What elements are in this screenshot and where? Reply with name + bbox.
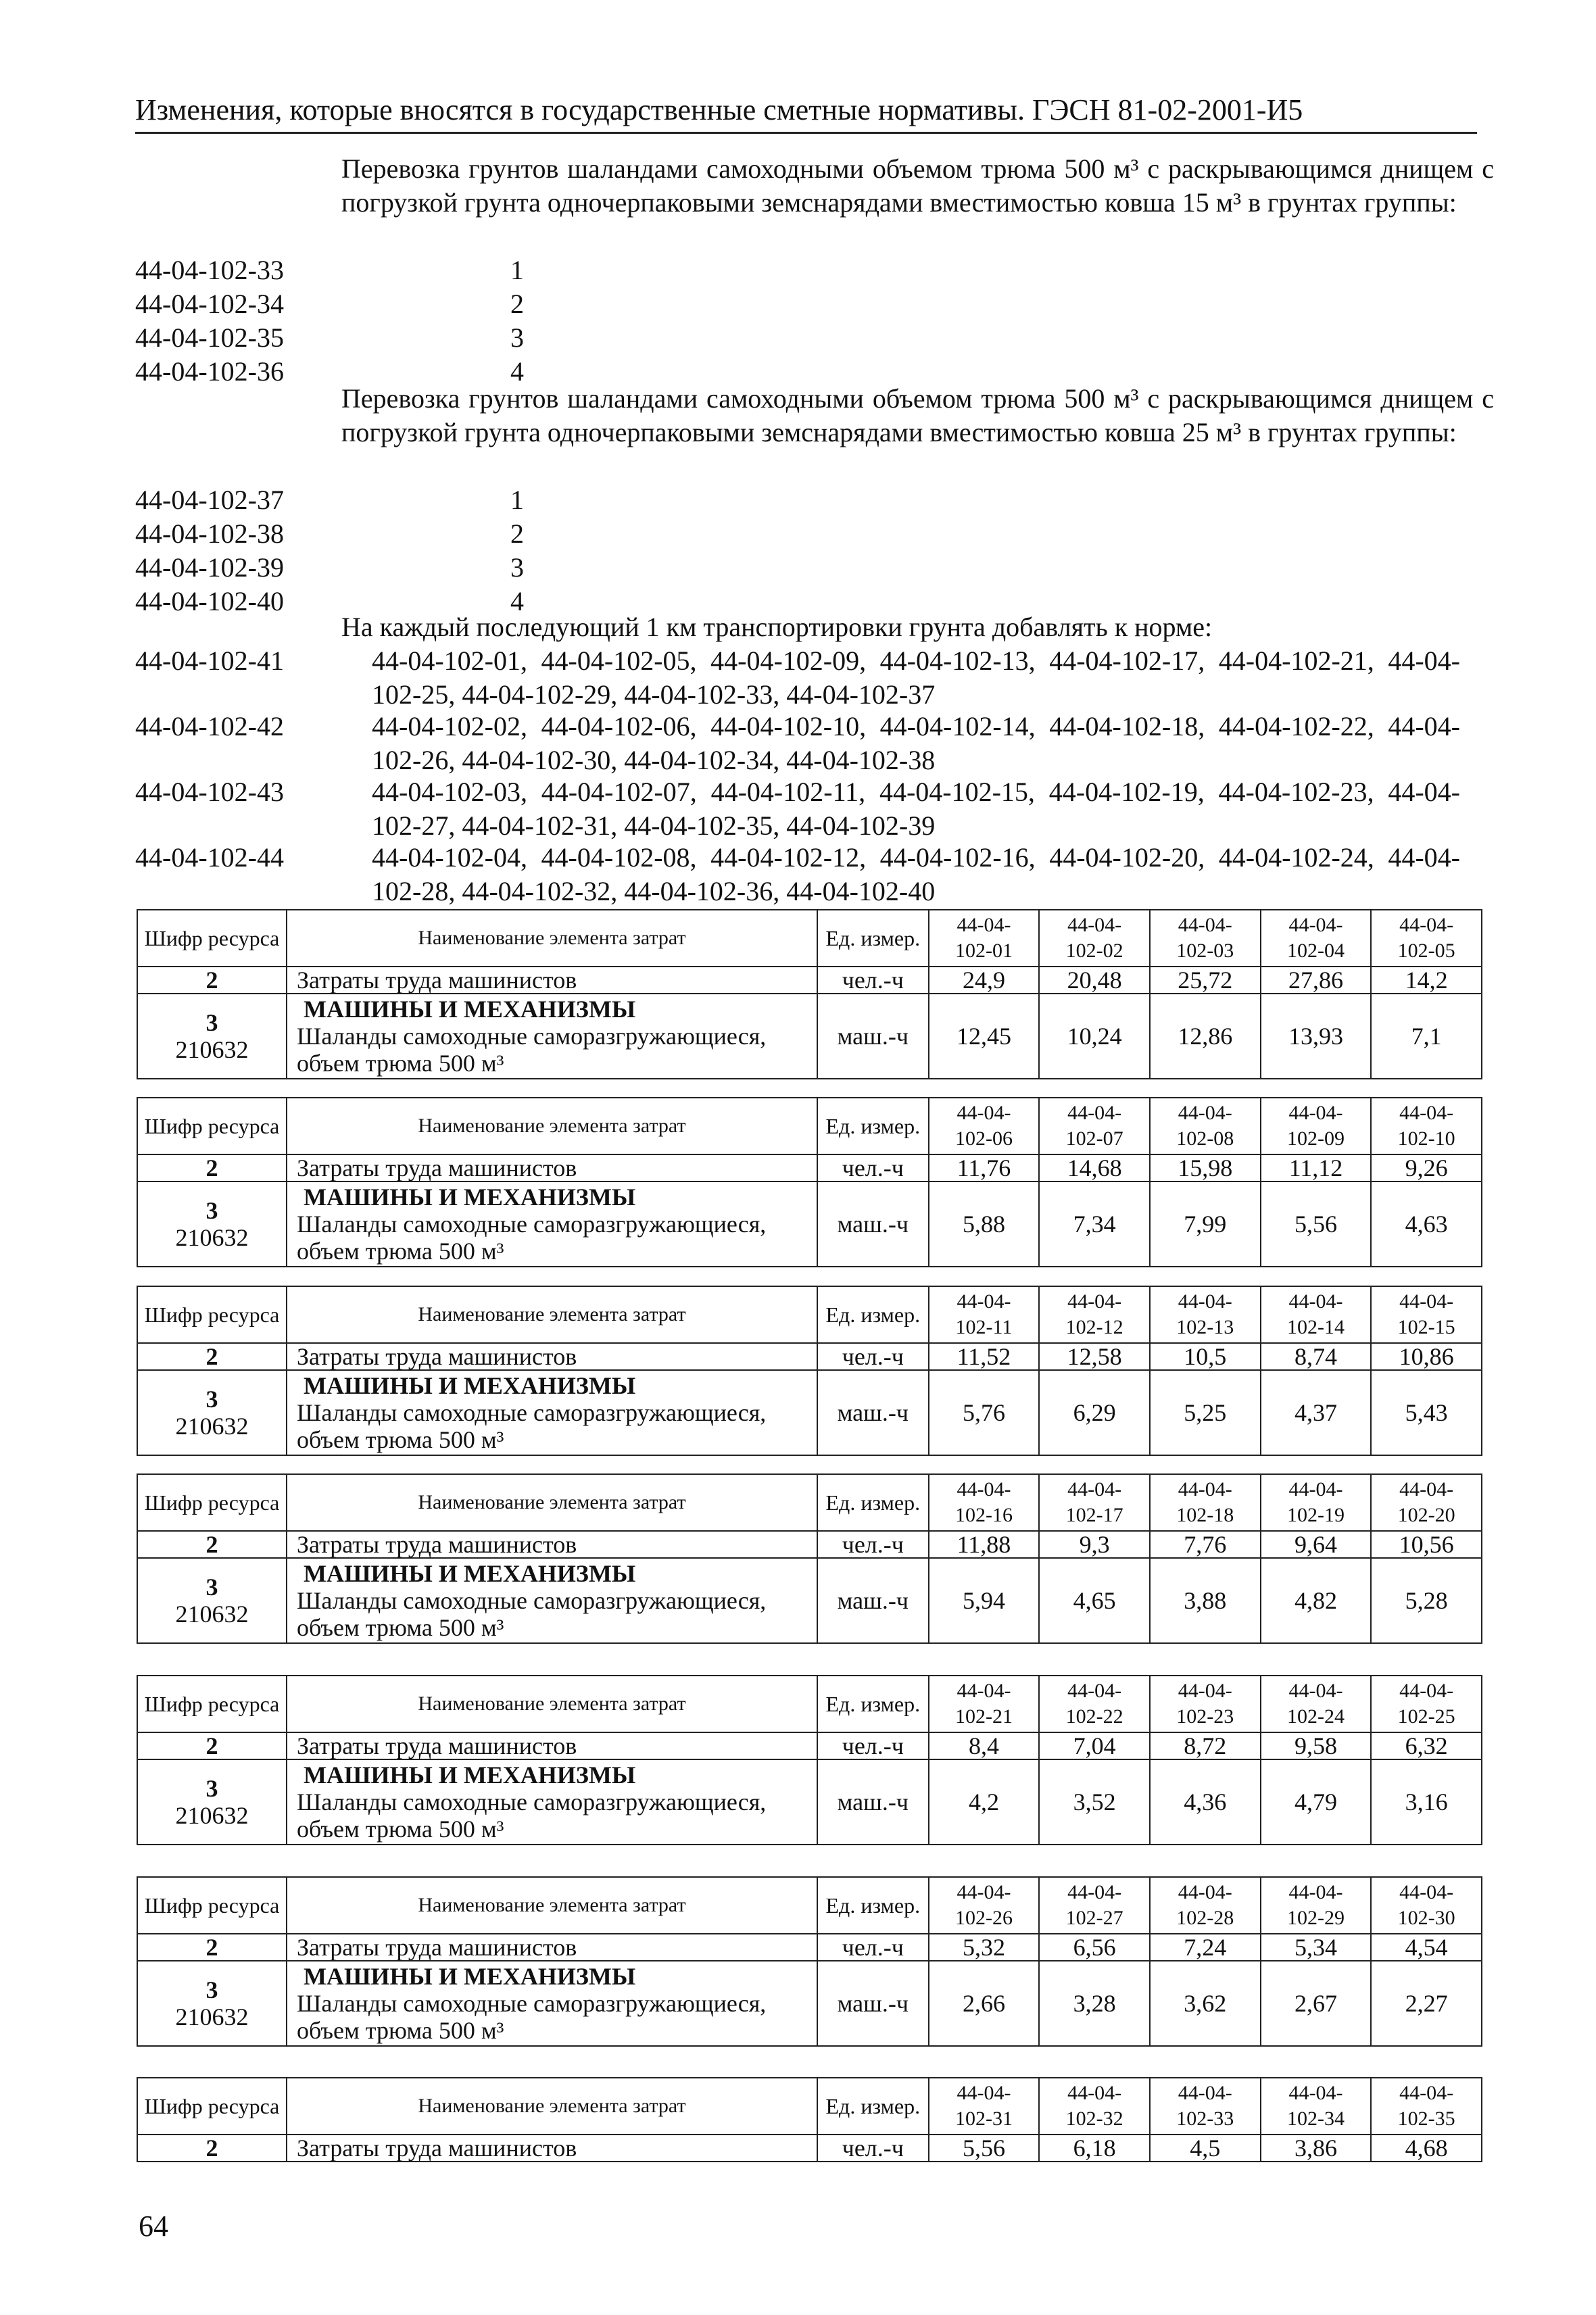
labor-value: 5,34 — [1261, 1934, 1372, 1961]
header-norm-code: 44-04- 102-25 — [1371, 1676, 1482, 1732]
machine-value: 7,1 — [1371, 994, 1482, 1079]
machine-value: 2,67 — [1261, 1961, 1372, 2046]
element-name — [287, 1181, 817, 1267]
labor-value: 10,86 — [1371, 1343, 1482, 1370]
norm-row — [135, 253, 608, 287]
header-norm-code: 44-04- 102-14 — [1261, 1286, 1372, 1343]
header-element-name: Наименование элемента затрат — [287, 1877, 817, 1934]
labor-value: 7,04 — [1039, 1732, 1150, 1759]
header-norm-code: 44-04- 102-34 — [1261, 2078, 1372, 2135]
labor-value: 25,72 — [1150, 967, 1261, 994]
machine-value: 3,52 — [1039, 1759, 1150, 1845]
norm-table — [137, 909, 1482, 1079]
machine-row — [137, 1961, 1482, 2046]
machine-code: 210632 — [175, 2003, 249, 2030]
header-norm-code: 44-04- 102-31 — [929, 2078, 1040, 2135]
table-header-row — [137, 2078, 1482, 2135]
group-intro: Перевозка грунтов шаландами самоходными объемом трюма 500 м³ с раскрывающимся днищем с погрузкой грунта одночерпаковыми земснарядами вместимостью ковша 15 м³ в грунтах группы: — [341, 153, 1494, 218]
labor-value: 4,68 — [1371, 2135, 1482, 2162]
unit: маш.-ч — [817, 1961, 929, 2046]
section-code: 3 — [205, 1775, 218, 1802]
machine-value: 5,88 — [929, 1181, 1040, 1267]
header-norm-code: 44-04- 102-28 — [1150, 1877, 1261, 1934]
resource-code — [137, 1961, 287, 2046]
norm-table — [137, 2077, 1482, 2162]
labor-value: 5,56 — [929, 2135, 1040, 2162]
machine-code: 210632 — [175, 1224, 249, 1251]
labor-value: 4,5 — [1150, 2135, 1261, 2162]
norm-code: 44-04-102-39 — [135, 552, 284, 583]
soil-group: 4 — [510, 356, 524, 387]
labor-value: 6,32 — [1371, 1732, 1482, 1759]
labor-value: 7,24 — [1150, 1934, 1261, 1961]
norm-code: 44-04-102-37 — [135, 485, 284, 515]
header-element-name: Наименование элемента затрат — [287, 1676, 817, 1732]
header-norm-code: 44-04- 102-09 — [1261, 1098, 1372, 1154]
machine-value: 2,66 — [929, 1961, 1040, 2046]
resource-code — [137, 1370, 287, 1455]
labor-value: 11,88 — [929, 1531, 1040, 1558]
unit: маш.-ч — [817, 1370, 929, 1455]
labor-row — [137, 967, 1482, 994]
machine-value: 13,93 — [1261, 994, 1372, 1079]
unit: чел.-ч — [817, 2135, 929, 2162]
labor-value: 14,68 — [1039, 1154, 1150, 1181]
machine-name: Шаланды самоходные саморазгружающиеся, объем трюма 500 м³ — [297, 1023, 767, 1077]
element-name — [287, 1370, 817, 1455]
labor-row — [137, 2135, 1482, 2162]
element-name — [287, 1558, 817, 1643]
header-norm-code: 44-04- 102-10 — [1371, 1098, 1482, 1154]
unit: маш.-ч — [817, 1181, 929, 1267]
machine-value: 6,29 — [1039, 1370, 1150, 1455]
machine-value: 3,88 — [1150, 1558, 1261, 1643]
labor-value: 20,48 — [1039, 967, 1150, 994]
header-norm-code: 44-04- 102-08 — [1150, 1098, 1261, 1154]
labor-value: 8,4 — [929, 1732, 1040, 1759]
labor-value: 15,98 — [1150, 1154, 1261, 1181]
header-norm-code: 44-04- 102-12 — [1039, 1286, 1150, 1343]
machine-value: 5,94 — [929, 1558, 1040, 1643]
labor-value: 9,64 — [1261, 1531, 1372, 1558]
section-name: МАШИНЫ И МЕХАНИЗМЫ — [304, 1761, 636, 1788]
machine-value: 10,24 — [1039, 994, 1150, 1079]
header-element-name: Наименование элемента затрат — [287, 1098, 817, 1154]
section-code: 3 — [205, 1976, 218, 2003]
page-header: Изменения, которые вносятся в государственные сметные нормативы. ГЭСН 81-02-2001-И5 — [135, 91, 1477, 134]
machine-code: 210632 — [175, 1036, 249, 1063]
soil-group: 1 — [510, 255, 524, 285]
element-name — [287, 1759, 817, 1845]
unit: чел.-ч — [817, 1154, 929, 1181]
machine-name: Шаланды самоходные саморазгружающиеся, объем трюма 500 м³ — [297, 1587, 767, 1641]
header-norm-code: 44-04- 102-21 — [929, 1676, 1040, 1732]
additional-norm-list: 44-04-102-03, 44-04-102-07, 44-04-102-11, 44-04-102-15, 44-04-102-19, 44-04-102-23, 44-04-102-27, 44-04-102-31, 44-04-102-35, 44-04-102-39 — [372, 777, 1460, 841]
labor-value: 4,54 — [1371, 1934, 1482, 1961]
labor-row — [137, 1732, 1482, 1759]
resource-code: 2 — [137, 1732, 287, 1759]
element-name — [287, 1961, 817, 2046]
header-norm-code: 44-04- 102-07 — [1039, 1098, 1150, 1154]
header-norm-code: 44-04- 102-26 — [929, 1877, 1040, 1934]
header-element-name: Наименование элемента затрат — [287, 1474, 817, 1531]
table-header-row — [137, 1474, 1482, 1531]
header-norm-code: 44-04- 102-23 — [1150, 1676, 1261, 1732]
labor-value: 27,86 — [1261, 967, 1372, 994]
additional-norm-list: 44-04-102-04, 44-04-102-08, 44-04-102-12, 44-04-102-16, 44-04-102-20, 44-04-102-24, 44-04-102-28, 44-04-102-32, 44-04-102-36, 44-04-102-40 — [372, 842, 1460, 906]
machine-code: 210632 — [175, 1601, 249, 1628]
resource-code: 2 — [137, 2135, 287, 2162]
unit: чел.-ч — [817, 1732, 929, 1759]
additional-title: На каждый последующий 1 км транспортировки грунта добавлять к норме: — [341, 612, 1213, 642]
labor-value: 10,56 — [1371, 1531, 1482, 1558]
header-unit: Ед. измер. — [817, 1676, 929, 1732]
header-element-name: Наименование элемента затрат — [287, 2078, 817, 2135]
section-name: МАШИНЫ И МЕХАНИЗМЫ — [304, 1372, 636, 1399]
machine-code: 210632 — [175, 1413, 249, 1440]
header-resource-code: Шифр ресурса — [137, 1474, 287, 1531]
norm-code: 44-04-102-41 — [135, 645, 284, 676]
resource-code — [137, 994, 287, 1079]
table-header-row — [137, 910, 1482, 967]
machine-value: 3,62 — [1150, 1961, 1261, 2046]
norm-row — [135, 551, 608, 585]
header-norm-code: 44-04- 102-20 — [1371, 1474, 1482, 1531]
section-code: 3 — [205, 1009, 218, 1036]
element-name: Затраты труда машинистов — [287, 1531, 817, 1558]
norm-row — [135, 483, 608, 517]
element-name: Затраты труда машинистов — [287, 967, 817, 994]
element-name: Затраты труда машинистов — [287, 1154, 817, 1181]
unit: чел.-ч — [817, 1343, 929, 1370]
norm-row — [135, 287, 608, 321]
machine-value: 2,27 — [1371, 1961, 1482, 2046]
table-header-row — [137, 1676, 1482, 1732]
header-norm-code: 44-04- 102-03 — [1150, 910, 1261, 967]
header-norm-code: 44-04- 102-19 — [1261, 1474, 1372, 1531]
table-header-row — [137, 1877, 1482, 1934]
machine-name: Шаланды самоходные саморазгружающиеся, объем трюма 500 м³ — [297, 1788, 767, 1843]
header-norm-code: 44-04- 102-35 — [1371, 2078, 1482, 2135]
norm-code: 44-04-102-43 — [135, 777, 284, 807]
labor-row — [137, 1154, 1482, 1181]
soil-group: 4 — [510, 586, 524, 616]
soil-group: 1 — [510, 485, 524, 515]
header-norm-code: 44-04- 102-05 — [1371, 910, 1482, 967]
labor-value: 7,76 — [1150, 1531, 1261, 1558]
header-resource-code: Шифр ресурса — [137, 1098, 287, 1154]
resource-code — [137, 1181, 287, 1267]
machine-value: 4,63 — [1371, 1181, 1482, 1267]
norm-code: 44-04-102-44 — [135, 842, 284, 873]
soil-group: 3 — [510, 552, 524, 583]
header-norm-code: 44-04- 102-11 — [929, 1286, 1040, 1343]
machine-row — [137, 1759, 1482, 1845]
norm-code: 44-04-102-40 — [135, 586, 284, 616]
labor-value: 5,32 — [929, 1934, 1040, 1961]
header-unit: Ед. измер. — [817, 1474, 929, 1531]
section-name: МАШИНЫ И МЕХАНИЗМЫ — [304, 1560, 636, 1587]
header-element-name: Наименование элемента затрат — [287, 910, 817, 967]
machine-value: 5,76 — [929, 1370, 1040, 1455]
resource-code: 2 — [137, 967, 287, 994]
machine-value: 12,45 — [929, 994, 1040, 1079]
header-resource-code: Шифр ресурса — [137, 1676, 287, 1732]
machine-name: Шаланды самоходные саморазгружающиеся, объем трюма 500 м³ — [297, 1990, 767, 2044]
section-code: 3 — [205, 1386, 218, 1413]
machine-row — [137, 1181, 1482, 1267]
element-name — [287, 994, 817, 1079]
header-norm-code: 44-04- 102-29 — [1261, 1877, 1372, 1934]
norm-row — [135, 321, 608, 355]
labor-value: 14,2 — [1371, 967, 1482, 994]
header-unit: Ед. измер. — [817, 1286, 929, 1343]
norm-table — [137, 1876, 1482, 2047]
norm-code: 44-04-102-38 — [135, 518, 284, 549]
norm-code: 44-04-102-35 — [135, 322, 284, 353]
machine-value: 5,56 — [1261, 1181, 1372, 1267]
unit: чел.-ч — [817, 1531, 929, 1558]
header-resource-code: Шифр ресурса — [137, 2078, 287, 2135]
labor-value: 8,72 — [1150, 1732, 1261, 1759]
soil-group: 2 — [510, 518, 524, 549]
norm-code: 44-04-102-36 — [135, 356, 284, 387]
header-unit: Ед. измер. — [817, 910, 929, 967]
labor-value: 24,9 — [929, 967, 1040, 994]
machine-value: 4,82 — [1261, 1558, 1372, 1643]
norm-code: 44-04-102-42 — [135, 711, 284, 741]
resource-code: 2 — [137, 1531, 287, 1558]
machine-row — [137, 994, 1482, 1079]
header-norm-code: 44-04- 102-24 — [1261, 1676, 1372, 1732]
additional-norm-list: 44-04-102-01, 44-04-102-05, 44-04-102-09, 44-04-102-13, 44-04-102-17, 44-04-102-21, 44-04-102-25, 44-04-102-29, 44-04-102-33, 44-04-102-37 — [372, 645, 1460, 710]
machine-value: 4,79 — [1261, 1759, 1372, 1845]
header-norm-code: 44-04- 102-18 — [1150, 1474, 1261, 1531]
machine-value: 7,34 — [1039, 1181, 1150, 1267]
header-norm-code: 44-04- 102-33 — [1150, 2078, 1261, 2135]
labor-value: 3,86 — [1261, 2135, 1372, 2162]
resource-code: 2 — [137, 1934, 287, 1961]
labor-value: 9,26 — [1371, 1154, 1482, 1181]
machine-value: 7,99 — [1150, 1181, 1261, 1267]
machine-value: 3,16 — [1371, 1759, 1482, 1845]
section-code: 3 — [205, 1197, 218, 1224]
element-name: Затраты труда машинистов — [287, 1343, 817, 1370]
header-norm-code: 44-04- 102-27 — [1039, 1877, 1150, 1934]
additional-norm-list: 44-04-102-02, 44-04-102-06, 44-04-102-10, 44-04-102-14, 44-04-102-18, 44-04-102-22, 44-04-102-26, 44-04-102-30, 44-04-102-34, 44-04-102-38 — [372, 711, 1460, 775]
header-norm-code: 44-04- 102-04 — [1261, 910, 1372, 967]
unit: маш.-ч — [817, 1759, 929, 1845]
norm-table — [137, 1097, 1482, 1267]
machine-code: 210632 — [175, 1802, 249, 1829]
table-header-row — [137, 1286, 1482, 1343]
header-norm-code: 44-04- 102-06 — [929, 1098, 1040, 1154]
resource-code: 2 — [137, 1343, 287, 1370]
element-name: Затраты труда машинистов — [287, 1934, 817, 1961]
header-unit: Ед. измер. — [817, 1877, 929, 1934]
header-norm-code: 44-04- 102-16 — [929, 1474, 1040, 1531]
header-norm-code: 44-04- 102-32 — [1039, 2078, 1150, 2135]
labor-value: 12,58 — [1039, 1343, 1150, 1370]
header-unit: Ед. измер. — [817, 2078, 929, 2135]
machine-value: 4,65 — [1039, 1558, 1150, 1643]
header-resource-code: Шифр ресурса — [137, 910, 287, 967]
machine-value: 12,86 — [1150, 994, 1261, 1079]
norm-table — [137, 1675, 1482, 1845]
norm-row — [135, 517, 608, 551]
labor-row — [137, 1531, 1482, 1558]
machine-row — [137, 1558, 1482, 1643]
labor-row — [137, 1343, 1482, 1370]
machine-value: 5,28 — [1371, 1558, 1482, 1643]
soil-group: 3 — [510, 322, 524, 353]
labor-value: 6,56 — [1039, 1934, 1150, 1961]
norm-code: 44-04-102-34 — [135, 289, 284, 319]
unit: чел.-ч — [817, 967, 929, 994]
labor-value: 11,52 — [929, 1343, 1040, 1370]
labor-value: 9,58 — [1261, 1732, 1372, 1759]
header-norm-code: 44-04- 102-15 — [1371, 1286, 1482, 1343]
machine-value: 4,37 — [1261, 1370, 1372, 1455]
norm-table — [137, 1286, 1482, 1456]
resource-code: 2 — [137, 1154, 287, 1181]
section-name: МАШИНЫ И МЕХАНИЗМЫ — [304, 996, 636, 1023]
table-header-row — [137, 1098, 1482, 1154]
machine-value: 4,36 — [1150, 1759, 1261, 1845]
labor-value: 6,18 — [1039, 2135, 1150, 2162]
machine-name: Шаланды самоходные саморазгружающиеся, объем трюма 500 м³ — [297, 1399, 767, 1453]
page-number: 64 — [139, 2210, 168, 2243]
unit: чел.-ч — [817, 1934, 929, 1961]
header-element-name: Наименование элемента затрат — [287, 1286, 817, 1343]
section-code: 3 — [205, 1574, 218, 1601]
header-norm-code: 44-04- 102-17 — [1039, 1474, 1150, 1531]
resource-code — [137, 1759, 287, 1845]
header-norm-code: 44-04- 102-01 — [929, 910, 1040, 967]
machine-value: 3,28 — [1039, 1961, 1150, 2046]
norm-table — [137, 1473, 1482, 1644]
labor-value: 11,76 — [929, 1154, 1040, 1181]
norm-code: 44-04-102-33 — [135, 255, 284, 285]
resource-code — [137, 1558, 287, 1643]
header-norm-code: 44-04- 102-13 — [1150, 1286, 1261, 1343]
header-norm-code: 44-04- 102-30 — [1371, 1877, 1482, 1934]
labor-value: 9,3 — [1039, 1531, 1150, 1558]
header-resource-code: Шифр ресурса — [137, 1877, 287, 1934]
machine-value: 5,43 — [1371, 1370, 1482, 1455]
group-intro: Перевозка грунтов шаландами самоходными объемом трюма 500 м³ с раскрывающимся днищем с погрузкой грунта одночерпаковыми земснарядами вместимостью ковша 25 м³ в грунтах группы: — [341, 383, 1494, 447]
header-norm-code: 44-04- 102-22 — [1039, 1676, 1150, 1732]
unit: маш.-ч — [817, 1558, 929, 1643]
machine-name: Шаланды самоходные саморазгружающиеся, объем трюма 500 м³ — [297, 1211, 767, 1265]
labor-value: 10,5 — [1150, 1343, 1261, 1370]
header-unit: Ед. измер. — [817, 1098, 929, 1154]
unit: маш.-ч — [817, 994, 929, 1079]
element-name: Затраты труда машинистов — [287, 2135, 817, 2162]
labor-value: 8,74 — [1261, 1343, 1372, 1370]
machine-row — [137, 1370, 1482, 1455]
machine-value: 5,25 — [1150, 1370, 1261, 1455]
labor-value: 11,12 — [1261, 1154, 1372, 1181]
header-resource-code: Шифр ресурса — [137, 1286, 287, 1343]
section-name: МАШИНЫ И МЕХАНИЗМЫ — [304, 1184, 636, 1211]
element-name: Затраты труда машинистов — [287, 1732, 817, 1759]
header-norm-code: 44-04- 102-02 — [1039, 910, 1150, 967]
machine-value: 4,2 — [929, 1759, 1040, 1845]
labor-row — [137, 1934, 1482, 1961]
soil-group: 2 — [510, 289, 524, 319]
section-name: МАШИНЫ И МЕХАНИЗМЫ — [304, 1963, 636, 1990]
